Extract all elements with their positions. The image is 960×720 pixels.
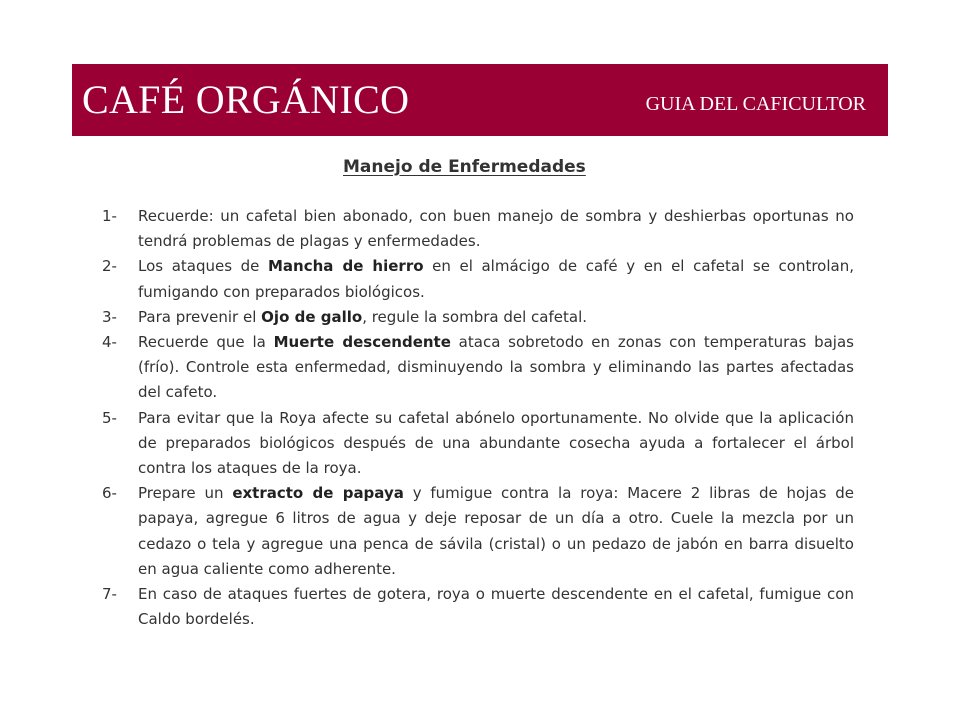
item-text: Para evitar que la Roya afecte su cafetal abónelo oportunamente. No olvide que la aplicación de preparados biológicos después de una abundante cosecha ayuda a fortalecer el árbol contra los ataques de la roya. (138, 408, 854, 478)
item-number: 7- (102, 585, 117, 604)
banner-title: CAFÉ ORGÁNICO (82, 77, 410, 122)
item-bold-text: Mancha de hierro (267, 257, 424, 276)
item-bold-text: Ojo de gallo (261, 307, 363, 326)
item-bold-text: Muerte descendente (273, 333, 451, 352)
item-text: Recuerde que la (138, 333, 274, 352)
item-text: En caso de ataques fuertes de gotera, roya o muerte descendente en el cafetal, fumigue con Caldo bordelés. (138, 585, 854, 629)
list-item (102, 204, 854, 254)
title-banner (72, 64, 888, 136)
item-text-continued: y fumigue contra la roya: Macere 2 libras de hojas de papaya, agregue 6 litros de agua y deje reposar de un día a otro. Cuele la mezcla por un cedazo o tela y agregue una penca de sávila (cristal) o un pedazo de jabón en barra disuelto en agua caliente como adherente. (138, 484, 854, 578)
item-text: Prepare un (138, 484, 233, 503)
list-item (102, 481, 854, 582)
item-number: 2- (102, 257, 117, 276)
banner-subtitle: GUIA DEL CAFICULTOR (645, 93, 866, 115)
item-number: 5- (102, 408, 117, 427)
disease-management-list (102, 204, 854, 632)
list-item (102, 330, 854, 406)
item-number: 6- (102, 484, 117, 503)
item-text-continued: , regule la sombra del cafetal. (362, 307, 588, 326)
item-text: Para prevenir el (138, 307, 262, 326)
list-item (102, 406, 854, 482)
item-number: 1- (102, 207, 117, 225)
item-number: 3- (102, 307, 117, 326)
section-heading: Manejo de Enfermedades (343, 157, 586, 177)
list-item (102, 254, 854, 304)
item-number: 4- (102, 333, 117, 352)
item-text-continued: ataca sobretodo en zonas con temperaturas bajas (frío). Controle esta enfermedad, disminuyendo la sombra y eliminando las partes afectadas del cafeto. (138, 333, 854, 402)
list-item (102, 305, 854, 330)
list-item (102, 582, 854, 632)
item-bold-text: extracto de papaya (232, 484, 404, 503)
item-text: Los ataques de (138, 257, 268, 276)
item-text-continued: en el almácigo de café y en el cafetal se controlan, fumigando con preparados biológicos. (138, 257, 854, 301)
item-text: Recuerde: un cafetal bien abonado, con buen manejo de sombra y deshierbas oportunas no tendrá problemas de plagas y enfermedades. (138, 207, 854, 251)
